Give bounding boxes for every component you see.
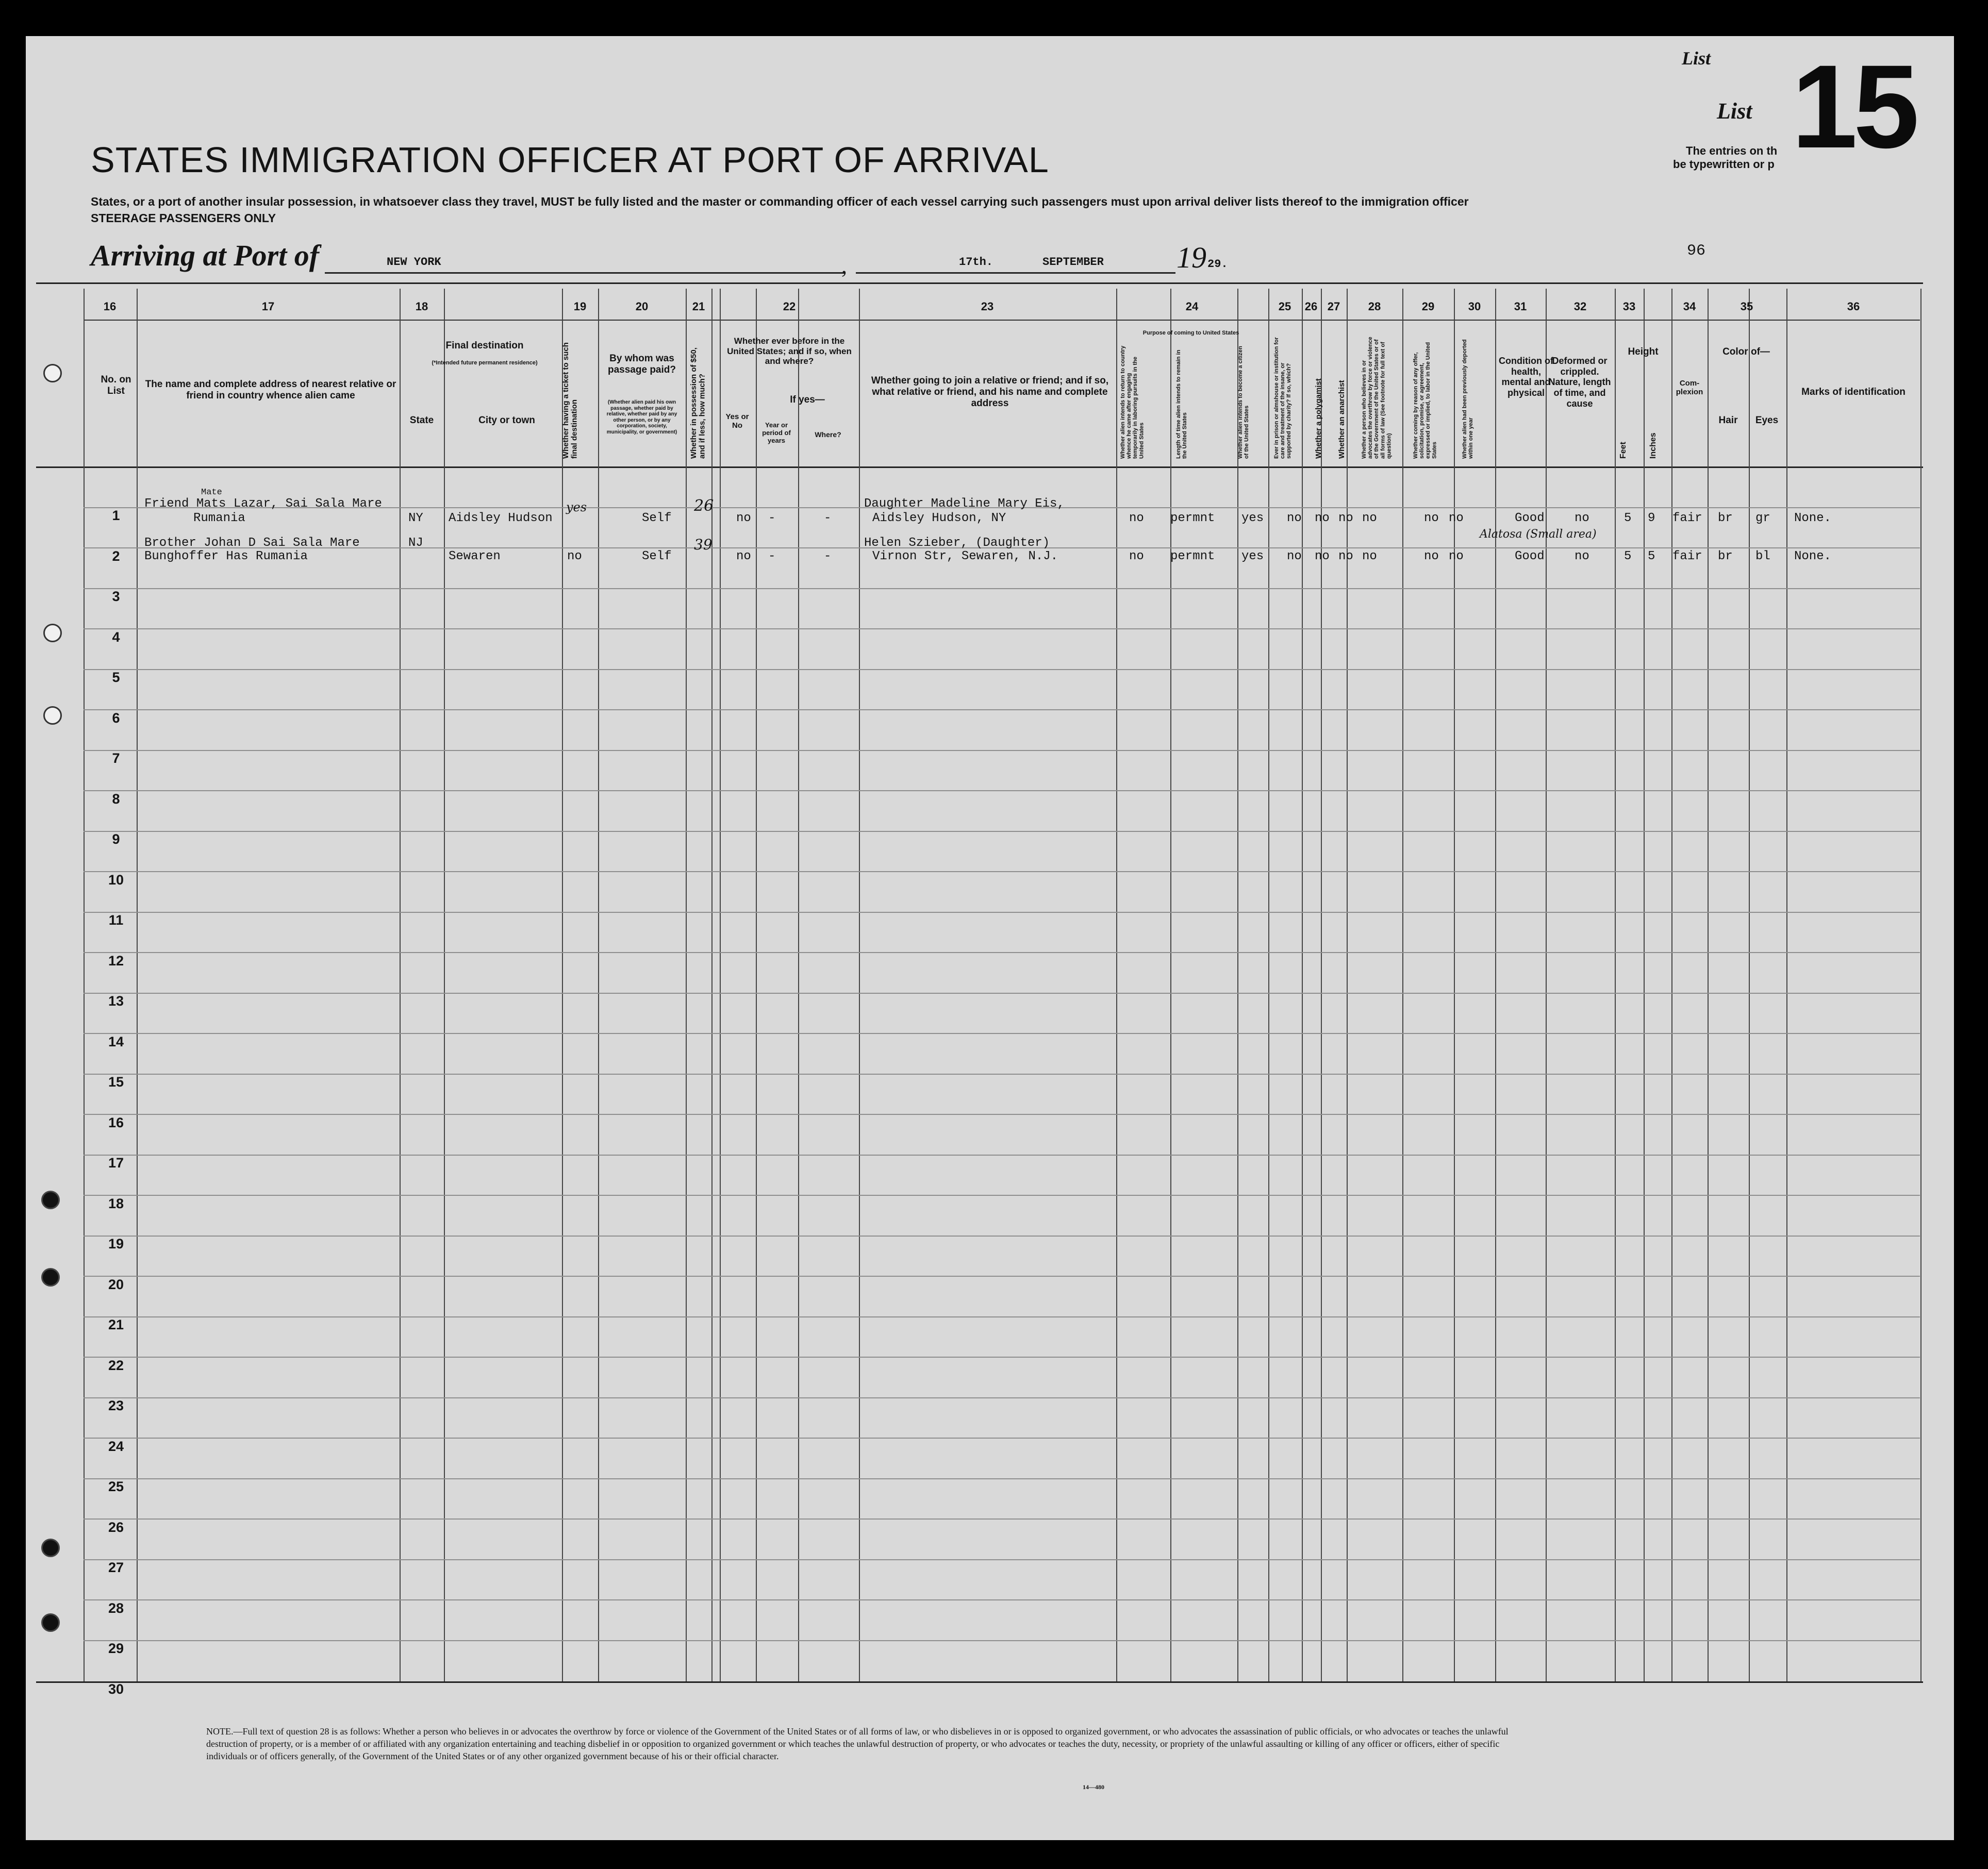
row-rule [84, 790, 1920, 791]
header-city: City or town [478, 415, 535, 426]
row-rule [84, 1478, 1920, 1479]
header-purpose-return: Whether alien intends to return to country whence he came after engaging temporarily in laboring pursuits in the United States [1120, 345, 1145, 459]
column-rule [1454, 289, 1455, 1681]
column-rule [1920, 289, 1921, 1681]
row2-before-year: - [768, 549, 776, 563]
header-relative: The name and complete address of nearest relative or friend in country whence alien came [145, 379, 396, 401]
header-final-destination: Final destination [445, 340, 524, 351]
column-rule [1302, 289, 1303, 1681]
row-number: 5 [112, 670, 120, 685]
header-ticket: Whether having a ticket to such final destination [561, 342, 579, 459]
column-number: 18 [415, 300, 428, 313]
row1-joining-line1: Daughter Madeline Mary Eis, [864, 497, 1065, 511]
port-value: NEW YORK [387, 256, 441, 269]
header-eyes: Eyes [1755, 415, 1779, 426]
year-suffix: 29. [1207, 258, 1228, 271]
row1-eyes: gr [1755, 511, 1770, 525]
row-rule [84, 1074, 1920, 1075]
row-rule [84, 1195, 1920, 1196]
row-number: 15 [108, 1074, 124, 1090]
header-no-on-list: No. on List [101, 374, 131, 396]
binder-hole [41, 1539, 60, 1557]
row1-money: 26 [694, 497, 714, 515]
row-number: 1 [112, 508, 120, 523]
row-number: 8 [112, 791, 120, 807]
row-number: 20 [108, 1277, 124, 1292]
column-rule [798, 289, 799, 1681]
header-deformed: Deformed or crippled. Nature, length of time, and cause [1548, 356, 1611, 409]
column-rule [1495, 289, 1496, 1681]
column-rule [1786, 289, 1787, 1681]
binder-hole [41, 1268, 60, 1287]
column-rule [562, 289, 563, 1681]
row2-city: Sewaren [449, 549, 501, 563]
row1-relative-line1: Friend Mats Lazar, Sai Sala Mare [144, 497, 382, 511]
column-number: 25 [1278, 300, 1291, 313]
row-number: 14 [108, 1034, 124, 1049]
row-number: 12 [108, 953, 124, 969]
row-rule [84, 1316, 1920, 1317]
column-number: 22 [783, 300, 796, 313]
list-label-top: List [1682, 48, 1711, 69]
row-rule [84, 750, 1920, 751]
row-rule [84, 1033, 1920, 1034]
column-number: 23 [981, 300, 994, 313]
header-inches: Inches [1649, 432, 1658, 459]
row-number: 18 [108, 1196, 124, 1211]
row2-relative-line2: Bunghoffer Has Rumania [144, 549, 308, 563]
entries-note-2: be typewritten or p [1673, 158, 1775, 171]
date-underline [856, 272, 1175, 274]
arriving-label: Arriving at Port of [91, 239, 320, 272]
header-before-us: Whether ever before in the United States; and if so, when and where? [727, 336, 852, 366]
row2-inches: 5 [1648, 549, 1655, 563]
row1-relative-correction: Mate [201, 488, 222, 497]
header-year-period: Year or period of years [762, 421, 791, 444]
row-number: 24 [108, 1439, 124, 1454]
header-bottom-rule [36, 466, 1923, 468]
row1-deformed: no [1575, 511, 1589, 525]
row-number: 3 [112, 589, 120, 604]
column-rule [598, 289, 599, 1681]
header-c27: Whether an anarchist [1337, 380, 1346, 459]
row2-c25: no [1287, 549, 1302, 563]
header-purpose-citizen: Whether alien intends to become a citizen of the United States [1237, 346, 1250, 459]
list-number: 15 [1792, 40, 1915, 173]
row1-joining-line2: Aidsley Hudson, NY [872, 511, 1006, 525]
row-number: 21 [108, 1317, 124, 1332]
column-number: 24 [1185, 300, 1199, 313]
column-rule [444, 289, 445, 1681]
row1-c25: no [1287, 511, 1302, 525]
row-rule [84, 628, 1920, 629]
row-rule [84, 1276, 1920, 1277]
comma-1: , [841, 253, 847, 278]
column-rule [1170, 289, 1171, 1681]
form-number: 14—480 [1083, 1783, 1104, 1791]
column-number: 16 [103, 300, 117, 313]
row1-c26: no [1315, 511, 1330, 525]
header-health: Condition of health, mental and physical [1499, 356, 1553, 398]
column-rule [1671, 289, 1672, 1681]
row-rule [84, 1397, 1920, 1398]
row-number: 16 [108, 1115, 124, 1130]
header-c30: Whether alien had been previously deported within one year [1462, 339, 1475, 459]
row1-c29: no [1424, 511, 1439, 525]
row-number: 11 [108, 912, 124, 928]
header-purpose: Purpose of coming to United States [1142, 330, 1239, 336]
column-rule [1116, 289, 1117, 1681]
row1-marks: None. [1794, 511, 1832, 525]
column-rule [1347, 289, 1348, 1681]
row-number: 22 [108, 1358, 124, 1373]
row-rule [84, 1599, 1920, 1600]
column-number: 29 [1421, 300, 1435, 313]
row-number: 23 [108, 1398, 124, 1413]
row-rule [84, 871, 1920, 872]
row-number: 9 [112, 831, 120, 847]
row-rule [84, 831, 1920, 832]
row2-money: 39 [694, 536, 713, 553]
row-rule [84, 709, 1920, 710]
header-marks: Marks of identification [1801, 387, 1906, 397]
day-value: 17th. [959, 256, 993, 269]
header-c28: Whether a person who believes in or advocates the overthrow by force or violence of the Government of the United States or of all forms of law (See footnote for full text of question) [1361, 337, 1393, 459]
row2-return: no [1129, 549, 1144, 563]
column-rule [686, 289, 687, 1681]
column-number: 34 [1683, 300, 1696, 313]
binder-hole [41, 1613, 60, 1632]
header-passage: By whom was passage paid? [608, 353, 676, 375]
row-rule [84, 1155, 1920, 1156]
row2-health: Good [1515, 549, 1545, 563]
header-passage-note: (Whether alien paid his own passage, whether paid by relative, whether paid by any other person, or by any corporation, society, municipality, or government) [606, 399, 677, 435]
row2-state: NJ [408, 536, 423, 550]
header-money: Whether in possession of $50, and if less, how much? [689, 347, 707, 459]
row2-c26: no [1315, 549, 1330, 563]
stamp-number: 96 [1687, 242, 1706, 260]
row1-ticket: yes [566, 500, 587, 514]
header-where: Where? [815, 430, 841, 439]
row1-before-where: - [824, 511, 832, 525]
row2-c29: no [1424, 549, 1439, 563]
table-bottom-rule [36, 1681, 1923, 1683]
row-number: 27 [108, 1560, 124, 1575]
header-hair: Hair [1718, 415, 1738, 426]
row-rule [84, 993, 1920, 994]
row-number: 13 [108, 993, 124, 1009]
row1-return: no [1129, 511, 1144, 525]
row-number: 29 [108, 1641, 124, 1656]
row1-length: permnt [1170, 511, 1215, 525]
column-number: 26 [1304, 300, 1318, 313]
row-rule [84, 1438, 1920, 1439]
row2-relative-line1: Brother Johan D Sai Sala Mare [144, 536, 360, 550]
row2-before-where: - [824, 549, 832, 563]
row1-city: Aidsley Hudson [449, 511, 553, 525]
row1-citizen: yes [1241, 511, 1264, 525]
row1-health: Good [1515, 511, 1545, 525]
column-rule [1402, 289, 1403, 1681]
column-rule [137, 289, 138, 1681]
column-rule [1546, 289, 1547, 1681]
row1-feet: 5 [1624, 511, 1632, 525]
row-number: 26 [108, 1520, 124, 1535]
column-number: 33 [1622, 300, 1636, 313]
column-number: 19 [573, 300, 587, 313]
column-rule [1237, 289, 1238, 1681]
row-rule [84, 1559, 1920, 1560]
header-color-of: Color of— [1722, 346, 1770, 357]
footnote: NOTE.—Full text of question 28 is as follows: Whether a person who believes in or advocates the overthrow by force or violence of the Government of the United States or of all forms of law, or who disbelieves in or is opposed to organized government, or who advocates the assassination of public officials, or who advocates or teaches the unlawful destruction of property, or is a member of or affiliated with any organization entertaining and teaching disbelief in or opposition to organized government or which teaches the unlawful destruction of property, or who advocates or teaches the duty, necessity, or propriety of the unlawful assaulting or killing of any officer or officers, either of specific individuals or of officers generally, of the Government of the United States or of any other organized government because of his or their official character. [206, 1726, 1509, 1761]
column-rule [1644, 289, 1645, 1681]
column-number: 35 [1740, 300, 1753, 313]
column-rule [1749, 289, 1750, 1681]
row-number: 25 [108, 1479, 124, 1494]
row-rule [84, 669, 1920, 670]
row-rule [84, 588, 1920, 589]
row-number: 10 [108, 872, 124, 888]
row-rule [84, 1518, 1920, 1520]
row2-c27: no [1338, 549, 1353, 563]
row-rule [84, 912, 1920, 913]
column-number: 27 [1327, 300, 1340, 313]
column-number: 17 [261, 300, 275, 313]
year-prefix: 19 [1177, 241, 1206, 274]
row2-complexion: fair [1672, 549, 1702, 563]
row-rule [84, 1640, 1920, 1641]
column-number: 30 [1468, 300, 1481, 313]
column-number: 28 [1368, 300, 1381, 313]
column-number: 31 [1514, 300, 1527, 313]
column-rule [756, 289, 757, 1681]
row2-before-yes-no: no [736, 549, 751, 563]
port-underline [325, 272, 846, 274]
row-number: 4 [112, 629, 120, 645]
column-number: 21 [692, 300, 705, 313]
row2-joining-line1: Helen Szieber, (Daughter) [864, 536, 1050, 550]
row1-state: NY [408, 511, 423, 525]
row1-before-year: - [768, 511, 776, 525]
column-number: 36 [1847, 300, 1860, 313]
column-number: 20 [635, 300, 649, 313]
header-c25: Ever in prison or almshouse or institution for care and treatment of the insane, or supported by charity? If so, which? [1273, 337, 1293, 459]
column-number: 32 [1573, 300, 1587, 313]
column-rule [859, 289, 860, 1681]
row1-complexion: fair [1672, 511, 1702, 525]
row2-annotation: Alatosa (Small area) [1480, 528, 1597, 541]
column-rule [720, 289, 721, 1681]
row-number: 17 [108, 1155, 124, 1171]
row2-c28: no [1362, 549, 1377, 563]
column-rule [400, 289, 401, 1681]
header-c29: Whether coming by reason of any offer, solicitation, promise, or agreement, expressed or implied, to labor in the United States [1413, 342, 1438, 459]
header-feet: Feet [1619, 442, 1628, 459]
row2-passage: Self [642, 549, 672, 563]
row-number: 2 [112, 548, 120, 564]
table-top-rule [36, 282, 1923, 284]
row1-hair: br [1718, 511, 1733, 525]
header-joining: Whether going to join a relative or friend; and if so, what relative or friend, and his name and complete address [871, 375, 1109, 409]
row2-joining-line2: Virnon Str, Sewaren, N.J. [872, 549, 1058, 563]
column-rule [1708, 289, 1709, 1681]
row-rule [84, 1114, 1920, 1115]
row-rule [84, 1357, 1920, 1358]
row1-passage: Self [642, 511, 672, 525]
row1-c30: no [1449, 511, 1464, 525]
row1-before-yes-no: no [736, 511, 751, 525]
row2-eyes: bl [1755, 549, 1770, 563]
column-rule [84, 289, 85, 1681]
header-height: Height [1628, 346, 1659, 357]
row-number: 19 [108, 1236, 124, 1251]
steerage-label: STEERAGE PASSENGERS ONLY [91, 211, 276, 225]
row2-citizen: yes [1241, 549, 1264, 563]
row-rule [84, 952, 1920, 953]
row1-c27: no [1338, 511, 1353, 525]
header-final-destination-note: (*Intended future permanent residence) [432, 360, 538, 366]
binder-hole [43, 706, 62, 725]
binder-hole [43, 364, 62, 382]
row2-feet: 5 [1624, 549, 1632, 563]
page-title: STATES IMMIGRATION OFFICER AT PORT OF ARRIVAL [91, 140, 1049, 180]
column-rule [1321, 289, 1322, 1681]
row2-hair: br [1718, 549, 1733, 563]
row2-ticket: no [567, 549, 582, 563]
row1-inches: 9 [1648, 511, 1655, 525]
row2-length: permnt [1170, 549, 1215, 563]
row1-relative-line2: Rumania [193, 511, 245, 525]
row-number: 6 [112, 710, 120, 726]
row-number: 28 [108, 1600, 124, 1616]
binder-hole [43, 624, 62, 642]
binder-hole [41, 1191, 60, 1209]
header-complexion: Com-plexion [1676, 379, 1703, 397]
row2-marks: None. [1794, 549, 1832, 563]
row-number: 30 [108, 1681, 124, 1697]
month-value: SEPTEMBER [1042, 256, 1104, 269]
column-rule [1268, 289, 1269, 1681]
row2-c30: no [1449, 549, 1464, 563]
header-yes-no: Yes or No [725, 412, 749, 430]
entries-note-1: The entries on th [1686, 144, 1778, 157]
header-purpose-length: Length of time alien intends to remain in the United States [1175, 349, 1188, 459]
header-if-yes: If yes— [790, 394, 825, 405]
row2-deformed: no [1575, 549, 1589, 563]
header-c26: Whether a polygamist [1314, 378, 1323, 459]
column-rule [1615, 289, 1616, 1681]
row-rule [84, 1236, 1920, 1237]
subtitle: States, or a port of another insular possession, in whatsoever class they travel, MUST be fully listed and the master or commanding officer of each vessel carrying such passengers must upon arrival deliver lists thereof to the immigration officer [91, 195, 1469, 208]
list-label: List [1717, 98, 1752, 124]
row-number: 7 [112, 750, 120, 766]
header-state: State [409, 415, 434, 426]
row1-c28: no [1362, 511, 1377, 525]
